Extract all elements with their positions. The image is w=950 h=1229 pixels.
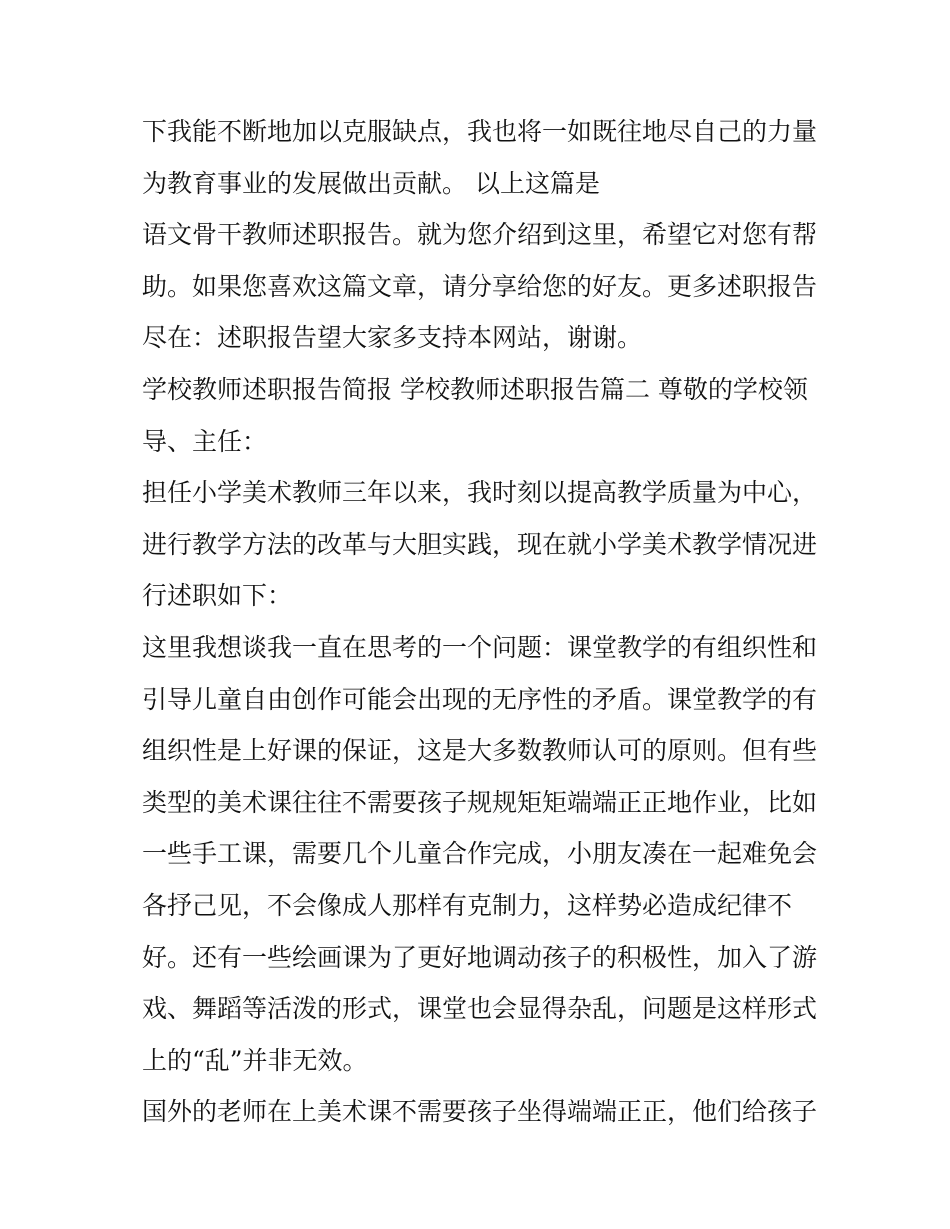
text-line: 组织性是上好课的保证，这是大多数教师认可的原则。但有些: [142, 736, 818, 766]
text-line: 导、主任：: [142, 426, 268, 456]
document-body: [142, 106, 822, 1138]
text-line: 类型的美术课往往不需要孩子规规矩矩端端正正地作业，比如: [142, 787, 818, 817]
text-line: 这里我想谈我一直在思考的一个问题：课堂教学的有组织性和: [142, 632, 818, 662]
text-line: 进行教学方法的改革与大胆实践，现在就小学美术教学情况进: [142, 529, 818, 559]
text-line: 一些手工课，需要几个儿童合作完成，小朋友凑在一起难免会: [142, 839, 818, 869]
text-line: 语文骨干教师述职报告。就为您介绍到这里，希望它对您有帮: [142, 220, 818, 250]
text-line: 为教育事业的发展做出贡献。 以上这篇是: [142, 168, 600, 198]
text-line: 尽在：述职报告望大家多支持本网站，谢谢。: [142, 323, 643, 353]
text-line: 上的“乱”并非无效。: [142, 1045, 368, 1075]
text-line: 学校教师述职报告简报 学校教师述职报告篇二 尊敬的学校领: [142, 374, 808, 404]
text-line: 好。还有一些绘画课为了更好地调动孩子的积极性，加入了游: [142, 942, 818, 972]
text-line: 担任小学美术教师三年以来，我时刻以提高教学质量为中心，: [142, 478, 818, 508]
text-line: 行述职如下：: [142, 581, 293, 611]
text-line: 助。如果您喜欢这篇文章，请分享给您的好友。更多述职报告: [142, 271, 818, 301]
text-line: 各抒己见，不会像成人那样有克制力，这样势必造成纪律不: [142, 890, 793, 920]
text-line: 引导儿童自由创作可能会出现的无序性的矛盾。课堂教学的有: [142, 684, 818, 714]
text-line: 下我能不断地加以克服缺点，我也将一如既往地尽自己的力量: [142, 117, 818, 146]
text-line: 国外的老师在上美术课不需要孩子坐得端端正正，他们给孩子: [142, 1097, 818, 1127]
text-line: 戏、舞蹈等活泼的形式，课堂也会显得杂乱，问题是这样形式: [142, 994, 818, 1024]
